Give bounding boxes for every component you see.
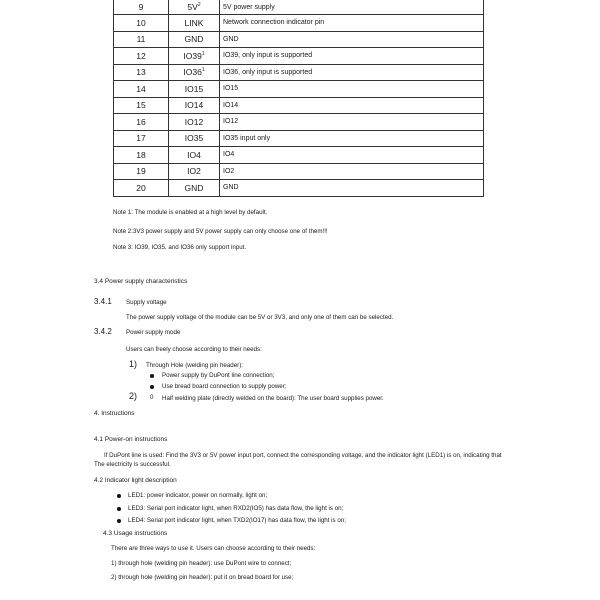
led4-text: LED4: Serial port indicator light, when TXD2(IO17) has data flow, the light is on; [128,517,346,524]
table-row [114,31,484,48]
item-1-number: 1) [129,359,138,369]
section-4-2-title: 4.2 Indicator light description [94,477,177,484]
pin-table [113,0,484,197]
table-row [114,81,484,98]
section-3-4-2-text: Users can freely choose according to their needs: [126,346,262,353]
pin-name-cell [169,48,220,65]
bullet-b-text: Use bread board connection to supply power; [162,383,287,390]
item-1-text: Through Hole (welding pin header): [146,362,243,369]
pin-number: 16 [114,114,169,131]
table-row [114,97,484,114]
pin-name: IO12 [184,116,204,127]
pin-name-cell [169,15,220,32]
item-2-mark: 0 [150,394,154,401]
pin-name-cell [169,147,220,164]
section-4-1-text-continued: The electricity is successful. [94,461,171,468]
pin-number: 14 [114,81,169,98]
pin-name: IO14 [184,100,204,111]
bullet-icon [117,507,121,511]
pin-number: 9 [114,0,169,15]
pin-description: GND [220,180,484,197]
section-4-3-title: 4.3 Usage instructions [103,530,168,537]
usage-1-text: 1) through hole (welding pin header): use DuPont wire to connect; [111,560,292,567]
note-2: Note 2:3V3 power supply and 5V power supply can only choose one of them!!! [113,228,328,235]
pin-number: 19 [114,163,169,180]
pin-name: IO36 [183,67,202,78]
item-2-text: Half welding plate (directly welded on the board): The user board supplies power. [162,395,384,402]
section-3-4-2-title: Power supply mode [126,329,181,336]
table-row [114,147,484,164]
pin-description: IO4 [220,147,484,164]
pin-name-cell [169,31,220,48]
section-3-4-1-title: Supply voltage [126,299,167,306]
table-row [114,114,484,131]
pin-description: IO35 input only [220,130,484,147]
pin-note-ref: 1 [201,50,205,57]
pin-note-ref: 2 [197,2,201,9]
section-4-1-title: 4.1 Power-on instructions [94,436,168,443]
pin-description: IO39, only input is supported [220,48,484,65]
section-4-3-text: There are three ways to use it. Users can choose according to their needs: [111,545,316,552]
table-row [114,163,484,180]
pin-description: IO12 [220,114,484,131]
section-4-title: 4. Instructions [94,410,135,417]
note-3: Note 3: IO39, IO35, and IO36 only support input. [113,244,247,251]
table-row [114,15,484,32]
pin-note-ref: 1 [201,67,205,74]
pin-name-cell [169,81,220,98]
bullet-icon [150,385,154,389]
usage-2-text: 2) through hole (welding pin header): put it on bread board for use; [111,574,294,581]
pin-number: 10 [114,15,169,32]
pin-name-cell [169,163,220,180]
pin-description: IO14 [220,97,484,114]
pin-name: GND [184,182,204,193]
led1-text: LED1: power indicator, power on normally, light on; [128,492,268,499]
pin-description: Network connection indicator pin [220,15,484,32]
item-2-number: 2) [129,391,138,401]
bullet-a-text: Power supply by DuPont line connection; [162,372,275,379]
table-row [114,64,484,81]
section-4-1-text: If DuPont line is used: Find the 3V3 or 5V power input port, connect the corresponding voltage, and the indicator light (LED1) is on, indicating that [104,452,502,459]
pin-description: GND [220,31,484,48]
pin-name: IO35 [184,133,204,144]
led3-text: LED3: Serial port indicator light, when RXD2(IO5) has data flow, the light is on; [128,505,344,512]
pin-number: 13 [114,64,169,81]
pin-name-cell [169,0,220,15]
section-3-4-1-text: The power supply voltage of the module can be 5V or 3V3, and only one of them can be selected. [126,314,394,321]
pin-name: IO2 [187,166,201,177]
pin-name: IO15 [184,83,204,94]
pin-number: 15 [114,97,169,114]
bullet-icon [117,519,121,523]
pin-number: 11 [114,31,169,48]
pin-name-cell [169,64,220,81]
pin-number: 17 [114,130,169,147]
table-row [114,130,484,147]
pin-name-cell [169,130,220,147]
pin-name-cell [169,114,220,131]
table-row [114,48,484,65]
pin-number: 18 [114,147,169,164]
section-3-4-title: 3.4 Power supply characteristics [94,278,188,285]
pin-name-cell [169,97,220,114]
pin-description: IO2 [220,163,484,180]
pin-name: IO39 [183,50,202,61]
bullet-icon [150,374,154,378]
pin-name: 5V [187,2,198,12]
pin-name: LINK [184,17,204,28]
bullet-icon [117,494,121,498]
pin-description: 5V power supply [220,0,484,15]
section-3-4-2-number: 3.4.2 [94,327,112,336]
pin-name-cell [169,180,220,197]
section-3-4-1-number: 3.4.1 [94,297,112,306]
pin-name: IO4 [187,149,201,160]
pin-number: 12 [114,48,169,65]
pin-name: GND [184,34,204,45]
pin-description: IO36, only input is supported [220,64,484,81]
pin-number: 20 [114,180,169,197]
note-1: Note 1: The module is enabled at a high level by default. [113,209,268,216]
table-row [114,180,484,197]
pin-description: IO15 [220,81,484,98]
table-row [114,0,484,15]
